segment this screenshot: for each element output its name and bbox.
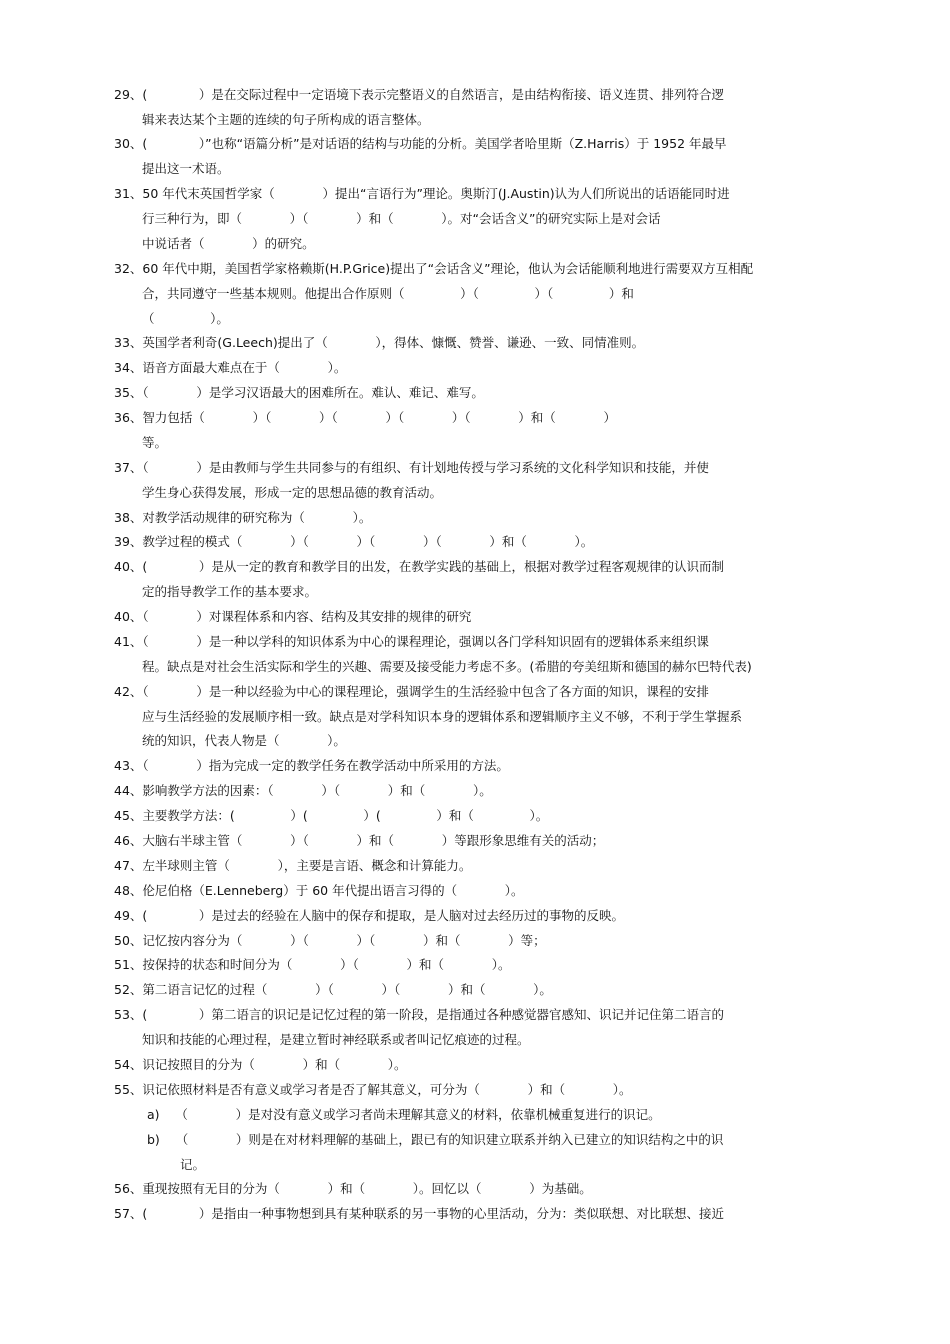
text-line: 31、50 年代末英国哲学家（ ）提出“言语行为”理论。奥斯汀(J.Austin)认为人们所说出的话语能同时进 <box>114 186 730 201</box>
text-line: 40、( ）是从一定的教育和教学目的出发，在教学实践的基础上，根据对教学过程客观规律的认识而制 <box>114 559 724 574</box>
text-line: 42、（ ）是一种以经验为中心的课程理论，强调学生的生活经验中包含了各方面的知识，课程的安排 <box>114 684 709 699</box>
text-line: a) （ ）是对没有意义或学习者尚未理解其意义的材料，依靠机械重复进行的识记。 <box>147 1107 661 1122</box>
text-line: 56、重现按照有无目的分为（ ）和（ ）。回忆以（ ）为基础。 <box>114 1181 592 1196</box>
text-line: 54、识记按照目的分为（ ）和（ ）。 <box>114 1057 407 1072</box>
text-line: 51、按保持的状态和时间分为（ ）（ ）和（ ）。 <box>114 957 511 972</box>
text-line: 52、第二语言记忆的过程（ ）（ ）（ ）和（ ）。 <box>114 982 552 997</box>
text-line: 49、( ）是过去的经验在人脑中的保存和提取，是人脑对过去经历过的事物的反映。 <box>114 908 624 923</box>
text-line: 行三种行为，即（ ）（ ）和（ ）。对“会话含义”的研究实际上是对会话 <box>142 211 661 226</box>
text-line: 44、影响教学方法的因素：（ ）（ ）和（ ）。 <box>114 783 492 798</box>
text-line: 46、大脑右半球主管（ ）（ ）和（ ）等跟形象思维有关的活动； <box>114 833 605 848</box>
text-line: 38、对教学活动规律的研究称为（ ）。 <box>114 510 372 525</box>
text-line: 57、( ）是指由一种事物想到具有某种联系的另一事物的心里活动，分为：类似联想、对比联想、接近 <box>114 1206 724 1221</box>
text-line: 记。 <box>180 1157 206 1172</box>
text-line: 中说话者（ ）的研究。 <box>142 236 315 251</box>
text-line: 等。 <box>142 435 168 450</box>
text-line: b) （ ）则是在对材料理解的基础上，跟已有的知识建立联系并纳入已建立的知识结构之中的识 <box>147 1132 724 1147</box>
text-line: 29、( ）是在交际过程中一定语境下表示完整语义的自然语言，是由结构衔接、语义连贯、排列符合逻 <box>114 87 724 102</box>
text-line: 统的知识，代表人物是（ ）。 <box>142 733 346 748</box>
text-line: 32、60 年代中期，美国哲学家格赖斯(H.P.Grice)提出了“会话含义”理论，他认为会话能顺利地进行需要双方互相配 <box>114 261 754 276</box>
text-line: 37、（ ）是由教师与学生共同参与的有组织、有计划地传授与学习系统的文化科学知识和技能，并使 <box>114 460 709 475</box>
text-line: 43、（ ）指为完成一定的教学任务在教学活动中所采用的方法。 <box>114 758 509 773</box>
text-line: 应与生活经验的发展顺序相一致。缺点是对学科知识本身的逻辑体系和逻辑顺序主义不够，不利于学生掌握系 <box>142 709 743 724</box>
text-line: 55、识记依照材料是否有意义或学习者是否了解其意义，可分为（ ）和（ ）。 <box>114 1082 632 1097</box>
text-line: 41、（ ）是一种以学科的知识体系为中心的课程理论，强调以各门学科知识固有的逻辑体系来组织课 <box>114 634 709 649</box>
text-line: 48、伦尼伯格（E.Lenneberg）于 60 年代提出语言习得的（ ）。 <box>114 883 524 898</box>
text-line: 50、记忆按内容分为（ ）（ ）（ ）和（ ）等； <box>114 933 546 948</box>
text-line: 40、（ ）对课程体系和内容、结构及其安排的规律的研究 <box>114 609 472 624</box>
text-line: 学生身心获得发展，形成一定的思想品德的教育活动。 <box>142 485 443 500</box>
text-line: 合，共同遵守一些基本规则。他提出合作原则（ ）（ ）（ ）和 <box>142 286 634 301</box>
text-line: 辑来表达某个主题的连续的句子所构成的语言整体。 <box>142 112 430 127</box>
text-line: 39、教学过程的模式（ ）（ ）（ ）（ ）和（ ）。 <box>114 534 594 549</box>
text-line: 30、( ）”也称“语篇分析”是对话语的结构与功能的分析。美国学者哈里斯（Z.Harris）于 1952 年最早 <box>114 136 727 151</box>
text-line: 程。缺点是对社会生活实际和学生的兴趣、需要及接受能力考虑不多。(希腊的夸美纽斯和德国的赫尔巴特代表) <box>142 659 752 674</box>
text-line: 知识和技能的心理过程，是建立暂时神经联系或者叫记忆痕迹的过程。 <box>142 1032 530 1047</box>
text-line: 53、( ）第二语言的识记是记忆过程的第一阶段，是指通过各种感觉器官感知、识记并记住第二语言的 <box>114 1007 724 1022</box>
text-line: 定的指导教学工作的基本要求。 <box>142 584 318 599</box>
text-line: 36、智力包括（ ）（ ）（ ）（ ）（ ）和（ ） <box>114 410 616 425</box>
text-line: 47、左半球则主管（ ），主要是言语、概念和计算能力。 <box>114 858 472 873</box>
text-line: 33、英国学者利奇(G.Leech)提出了（ ），得体、慷慨、赞誉、谦逊、一致、同情准则。 <box>114 335 645 350</box>
text-line: 34、语音方面最大难点在于（ ）。 <box>114 360 347 375</box>
text-line: （ ）。 <box>142 311 229 326</box>
text-line: 45、主要教学方法：( ）( ）( ）和（ ）。 <box>114 808 549 823</box>
text-line: 35、（ ）是学习汉语最大的困难所在。难认、难记、难写。 <box>114 385 484 400</box>
text-line: 提出这一术语。 <box>142 161 230 176</box>
